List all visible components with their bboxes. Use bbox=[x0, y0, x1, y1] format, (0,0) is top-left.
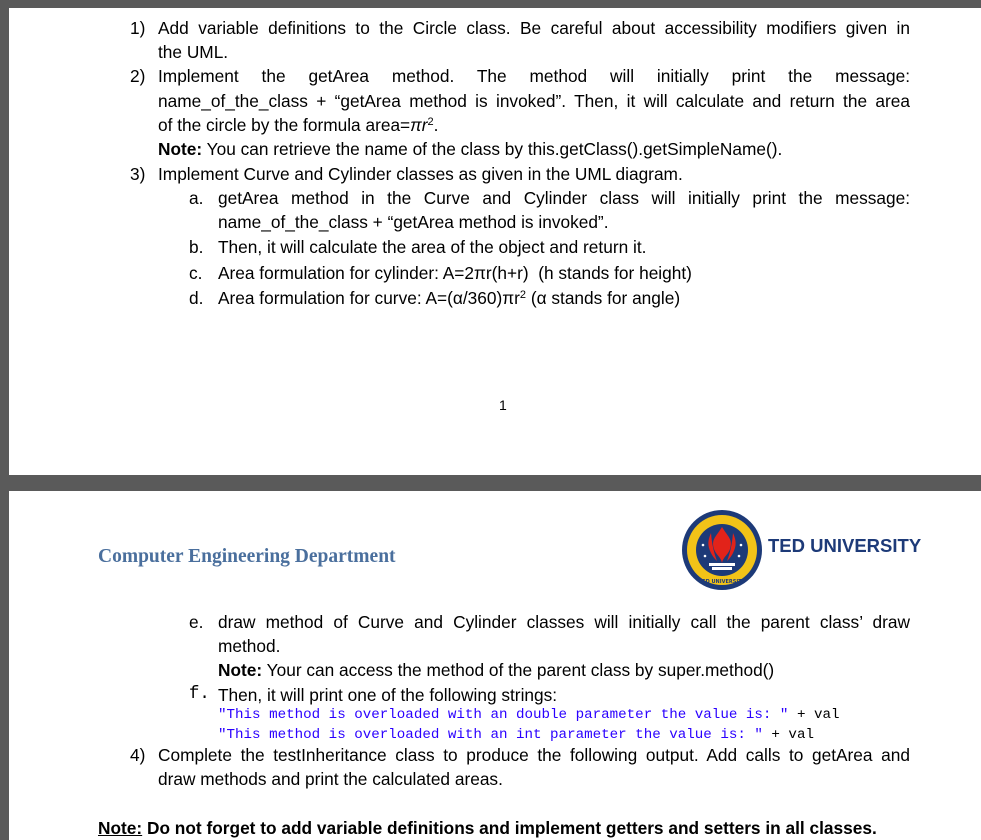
item-3a-line-1: getArea method in the Curve and Cylinder class will initially print the message: bbox=[218, 188, 910, 208]
item-3c-label: c. bbox=[189, 263, 203, 283]
item-3f-label: f. bbox=[189, 685, 210, 704]
code-concat-int: + val bbox=[762, 727, 814, 743]
item-4-line-1: Complete the testInheritance class to produce the following output. Add calls to getArea and bbox=[158, 745, 910, 765]
item-3b-label: b. bbox=[189, 237, 204, 257]
item-1-line-1: Add variable definitions to the Circle class. Be careful about accessibility modifiers given in bbox=[158, 18, 910, 38]
curve-note: (α stands for angle) bbox=[526, 288, 681, 308]
item-3b-text: Then, it will calculate the area of the object and return it. bbox=[218, 237, 647, 257]
note-label: Note: bbox=[218, 660, 263, 680]
item-4-line-2: draw methods and print the calculated areas. bbox=[158, 769, 503, 789]
item-3-number: 3) bbox=[130, 164, 146, 184]
note-label: Note: bbox=[158, 139, 203, 159]
final-note-text: Do not forget to add variable definitions and implement getters and setters in all classes. bbox=[142, 818, 877, 838]
item-3e-line-2: method. bbox=[218, 636, 281, 656]
code-string-int: "This method is overloaded with an int parameter the value is: " bbox=[218, 727, 763, 743]
item-2-line-3 bbox=[158, 114, 438, 136]
item-3e-line-1: draw method of Curve and Cylinder classes will initially call the parent class’ draw bbox=[218, 612, 910, 632]
item-2-note bbox=[158, 138, 782, 160]
code-concat-double: + val bbox=[788, 707, 840, 723]
formula-pi-r: πr bbox=[410, 115, 428, 135]
university-name: TED UNIVERSITY bbox=[768, 535, 922, 556]
note-text: You can retrieve the name of the class by this.getClass().getSimpleName(). bbox=[202, 139, 783, 159]
logo-ring-text: TED UNIVERSITY bbox=[698, 579, 746, 585]
formula-suffix: . bbox=[433, 115, 439, 135]
formula-exponent: 2 bbox=[427, 116, 434, 128]
document-page-1 bbox=[9, 8, 981, 475]
final-note-label: Note: bbox=[98, 818, 143, 838]
item-3d-label: d. bbox=[189, 288, 204, 308]
ted-university-logo-icon bbox=[681, 509, 763, 591]
code-string-double: "This method is overloaded with an double parameter the value is: " bbox=[218, 707, 789, 723]
code-line-double bbox=[218, 705, 840, 725]
item-2-number: 2) bbox=[130, 66, 146, 86]
item-3c-text: Area formulation for cylinder: A=2πr(h+r) (h stands for height) bbox=[218, 263, 692, 283]
curve-formula: Area formulation for curve: A=(α/360)πr bbox=[218, 288, 520, 308]
item-2-line-1: Implement the getArea method. The method will initially print the message: bbox=[158, 66, 910, 86]
final-note bbox=[98, 817, 877, 839]
item-2-line-2: name_of_the_class + “getArea method is invoked”. Then, it will calculate and return the area bbox=[158, 91, 910, 111]
item-3a-line-2: name_of_the_class + “getArea method is invoked”. bbox=[218, 212, 609, 232]
document-page-2 bbox=[9, 491, 981, 840]
item-3e-label: e. bbox=[189, 612, 204, 632]
code-line-int bbox=[218, 725, 814, 745]
item-3d-text bbox=[218, 287, 680, 309]
item-3-line-1: Implement Curve and Cylinder classes as given in the UML diagram. bbox=[158, 164, 683, 184]
note-text: Your can access the method of the parent class by super.method() bbox=[262, 660, 775, 680]
item-3a-label: a. bbox=[189, 188, 204, 208]
formula-prefix: of the circle by the formula area= bbox=[158, 115, 411, 135]
page-number: 1 bbox=[499, 397, 507, 413]
department-heading: Computer Engineering Department bbox=[98, 546, 396, 567]
item-1-number: 1) bbox=[130, 18, 146, 38]
item-4-number: 4) bbox=[130, 745, 146, 765]
item-1-line-2: the UML. bbox=[158, 42, 229, 62]
item-3e-note bbox=[218, 659, 774, 681]
item-3f-text: Then, it will print one of the following strings: bbox=[218, 685, 558, 705]
curve-exponent: 2 bbox=[519, 289, 527, 301]
